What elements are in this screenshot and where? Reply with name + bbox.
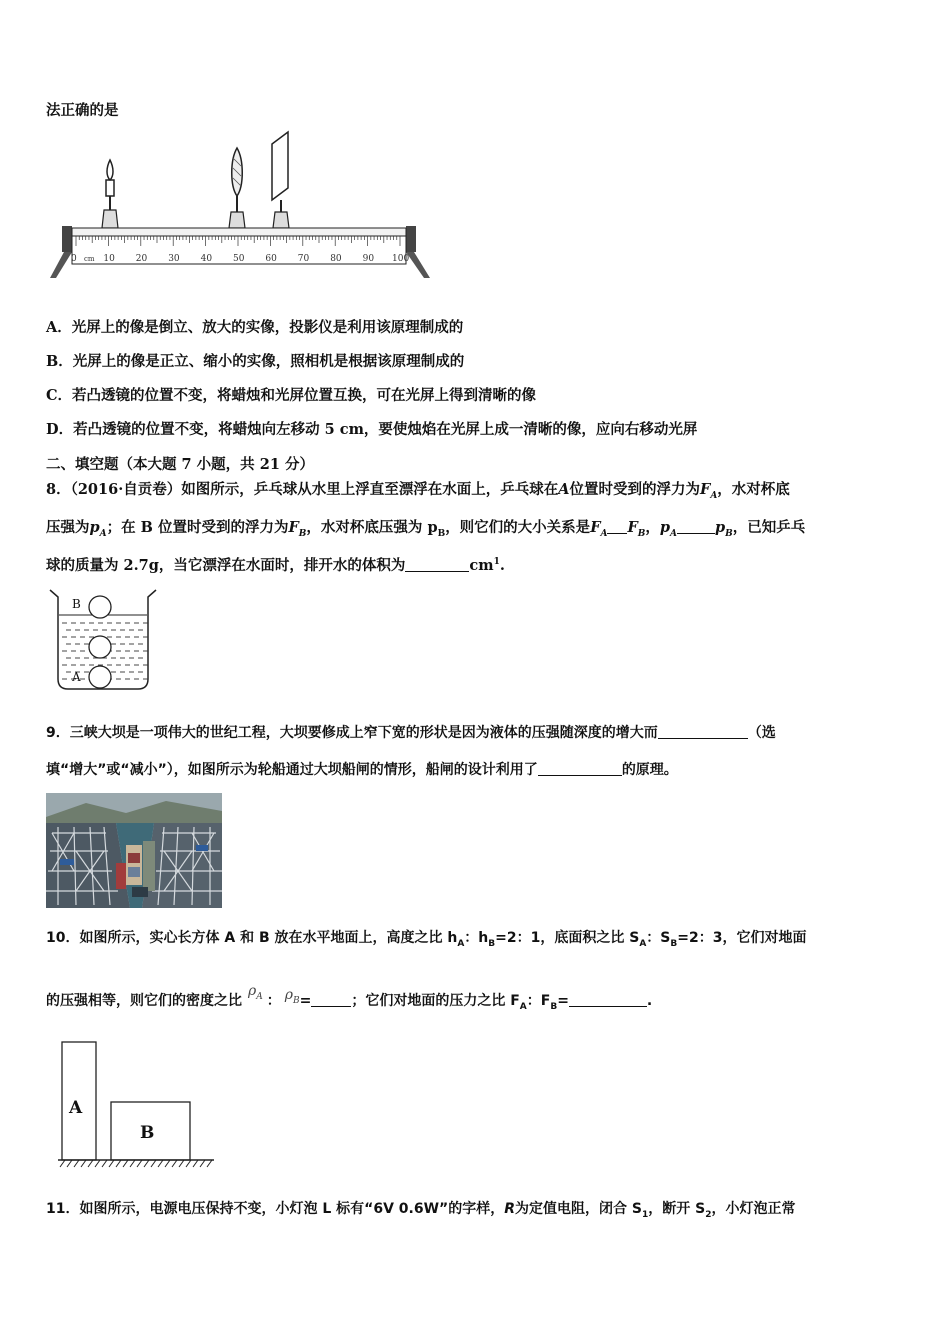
- block-a-label: A: [69, 1098, 83, 1118]
- q9-line-2: 填“增大”或“减小”），如图所示为轮船通过大坝船闸的情形，船闸的设计利用了 的原理。: [46, 762, 678, 778]
- beaker-figure: [46, 587, 158, 695]
- answer-blank[interactable]: [677, 519, 715, 534]
- q8-line-1: 8．（2016·自贡卷）如图所示，乒乓球从水里上浮直至漂浮在水面上，乒乓球在A位置时受到的浮力为$F_A$，水对杯底: [46, 481, 790, 501]
- q10-line-2: 的压强相等，则它们的密度之比$\rho_A$ ： $\rho_B=$ ；它们对地面的压力之比 $F_A$：$F_B=$ .: [46, 983, 653, 1012]
- ground-hatch-line: [74, 1160, 79, 1167]
- q8-line-3: 球的质量为 2.7g，当它漂浮在水面时，排开水的体积为 $cm^1$.: [46, 557, 505, 574]
- q9-line-1: 9．三峡大坝是一项伟大的世纪工程，大坝要修成上窄下宽的形状是因为液体的压强随深度的增大而 （选: [46, 725, 776, 741]
- ground-hatch-line: [130, 1160, 135, 1167]
- ground-hatch-line: [151, 1160, 156, 1167]
- answer-blank[interactable]: [311, 992, 351, 1007]
- candle-icon: [102, 160, 118, 228]
- ball-a: [89, 666, 111, 688]
- q10-line-1: 10．如图所示，实心长方体 A 和 B 放在水平地面上，高度之比 $h_A$：$h_B=2$：1，底面积之比 $S_A$：$S_B=2$：3，它们对地面: [46, 930, 807, 949]
- optical-bench-figure: [44, 128, 436, 283]
- ground-hatch-line: [137, 1160, 142, 1167]
- answer-blank[interactable]: [607, 519, 627, 534]
- ruler-label: 70: [297, 254, 310, 264]
- ruler-label: 90: [362, 254, 375, 264]
- option-c: C．若凸透镜的位置不变，将蜡烛和光屏位置互换，可在光屏上得到清晰的像: [46, 387, 537, 404]
- ground-hatch-line: [172, 1160, 177, 1167]
- answer-blank[interactable]: [405, 557, 469, 572]
- ground-hatch-line: [158, 1160, 163, 1167]
- ground-hatch-line: [95, 1160, 100, 1167]
- blocks-figure: [56, 1039, 218, 1171]
- ground-hatch-line: [123, 1160, 128, 1167]
- ruler-label: 60: [265, 254, 277, 264]
- ground-hatch-line: [144, 1160, 149, 1167]
- ground-hatch-line: [88, 1160, 93, 1167]
- ground-hatch-line: [81, 1160, 86, 1167]
- label-b: B: [72, 597, 81, 611]
- ball-b: [89, 596, 111, 618]
- rho-b: $\rho_B$: [284, 987, 300, 1006]
- intro-text: 法正确的是: [46, 102, 119, 119]
- q8-line-2: 压强为$p_A$；在 B 位置时受到的浮力为$F_B$，水对杯底压强为 $p_B$，则它们的大小关系是$F_A$ $F_B$，$p_A$ $p_B$，已知乒乓: [46, 519, 806, 539]
- ground-hatch-line: [165, 1160, 170, 1167]
- ground-hatch-line: [109, 1160, 114, 1167]
- label-a: A: [72, 670, 81, 684]
- ruler-label: 0: [71, 254, 77, 264]
- ruler-label: 80: [330, 254, 342, 264]
- option-b: B．光屏上的像是正立、缩小的实像，照相机是根据该原理制成的: [46, 353, 465, 370]
- ground-hatch-line: [193, 1160, 198, 1167]
- answer-blank[interactable]: [538, 761, 622, 776]
- option-a: A．光屏上的像是倒立、放大的实像，投影仪是利用该原理制成的: [46, 319, 464, 336]
- rho-a: $\rho_A$: [248, 983, 263, 1002]
- ship-lock-photo: [46, 793, 222, 908]
- light-screen-icon: [272, 132, 289, 228]
- ball-middle: [89, 636, 111, 658]
- ground-hatch-line: [102, 1160, 107, 1167]
- answer-blank[interactable]: [569, 992, 647, 1007]
- ruler-label: 30: [168, 254, 180, 264]
- option-d: D．若凸透镜的位置不变，将蜡烛向左移动 5 cm，要使烛焰在光屏上成一清晰的像，应向右移动光屏: [46, 421, 698, 438]
- ruler-label: 100: [392, 254, 410, 264]
- ground-hatch-line: [207, 1160, 212, 1167]
- ground-hatch-line: [116, 1160, 121, 1167]
- ground-hatch-line: [200, 1160, 205, 1167]
- ruler-label: 50: [233, 254, 245, 264]
- section-heading: 二、填空题（本大题 7 小题，共 21 分）: [46, 456, 314, 473]
- ground-hatch-line: [67, 1160, 72, 1167]
- ruler-label: 10: [103, 254, 115, 264]
- ruler-label: cm: [83, 255, 95, 263]
- ruler-label: 20: [135, 254, 148, 264]
- ground-hatch-line: [179, 1160, 184, 1167]
- q11-line-1: 11．如图所示，电源电压保持不变，小灯泡 L 标有“6V 0.6W”的字样，R为定值电阻，闭合 $S_1$，断开 $S_2$，小灯泡正常: [46, 1201, 796, 1220]
- answer-blank[interactable]: [658, 724, 748, 739]
- block-b-label: B: [140, 1123, 155, 1143]
- ground-hatch-line: [60, 1160, 65, 1167]
- ground-hatch-line: [186, 1160, 191, 1167]
- convex-lens-icon: [229, 148, 245, 228]
- ruler-label: 40: [200, 254, 213, 264]
